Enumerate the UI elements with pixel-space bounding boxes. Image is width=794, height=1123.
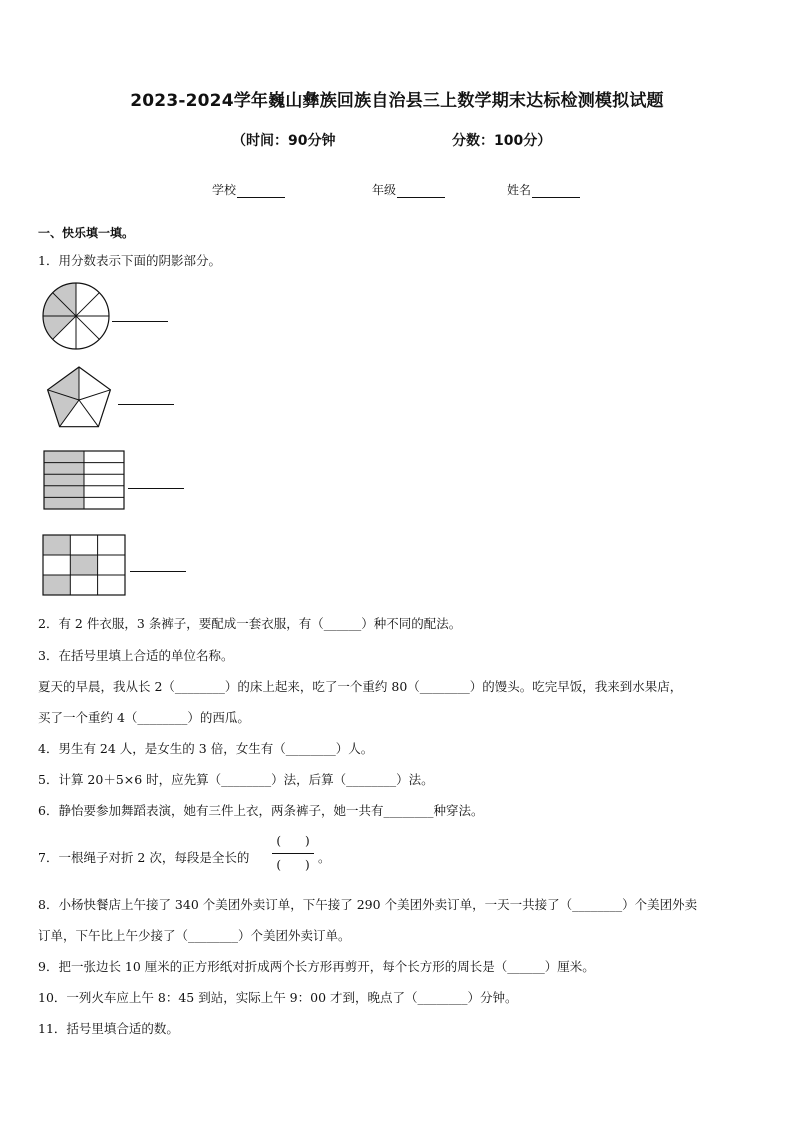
question-7 xyxy=(38,848,249,866)
name-label: 姓名 xyxy=(507,183,532,197)
question-9: 9．把一张边长 10 厘米的正方形纸对折成两个长方形再剪开，每个长方形的周长是（______）厘米。 xyxy=(38,959,595,974)
grade-blank[interactable] xyxy=(397,185,445,198)
question-7-text: 7．一根绳子对折 2 次，每段是全长的 xyxy=(38,850,250,865)
question-10: 10．一列火车应上午 8：45 到站，实际上午 9：00 才到，晚点了（________）分钟。 xyxy=(38,990,518,1005)
grid-shaded-cell xyxy=(43,535,70,555)
answer-line-pentagon[interactable] xyxy=(118,404,174,405)
grid-figure-2x5 xyxy=(43,450,125,510)
answer-line-grid-2[interactable] xyxy=(130,571,186,572)
score-label: 分数：100分） xyxy=(452,133,552,149)
name-blank[interactable] xyxy=(532,185,580,198)
school-blank[interactable] xyxy=(237,185,285,198)
grade-label: 年级 xyxy=(372,183,397,197)
question-6: 6．静怡要参加舞蹈表演，她有三件上衣，两条裤子，她一共有________种穿法。 xyxy=(38,803,484,818)
school-field xyxy=(212,181,285,198)
question-5: 5．计算 20＋5×6 时，应先算（________）法，后算（________）法。 xyxy=(38,772,434,787)
answer-line-grid-1[interactable] xyxy=(128,488,184,489)
grid-shaded-cell xyxy=(70,555,97,575)
grid-shaded-cell xyxy=(43,575,70,595)
fraction-bar xyxy=(272,853,314,854)
question-8-text-1: 8．小杨快餐店上午接了 340 个美团外卖订单，下午接了 290 个美团外卖订单，一天一共接了（________）个美团外卖 xyxy=(38,897,698,912)
name-field xyxy=(507,181,580,198)
section-title: 一、快乐填一填。 xyxy=(38,226,135,240)
answer-line-circle[interactable] xyxy=(112,321,168,322)
grid-shaded-column xyxy=(44,451,84,509)
pentagon-figure xyxy=(44,364,114,432)
circle-shaded-sector xyxy=(43,316,76,339)
question-3-text-2: 买了一个重约 4（________）的西瓜。 xyxy=(38,710,250,725)
school-label: 学校 xyxy=(212,183,237,197)
question-8-text-2: 订单，下午比上午少接了（________）个美团外卖订单。 xyxy=(38,928,351,943)
question-3-text-1: 夏天的早晨，我从长 2（________）的床上起来，吃了一个重约 80（________）的馒头。吃完早饭，我来到水果店， xyxy=(38,679,683,694)
question-3: 3．在括号里填上合适的单位名称。 xyxy=(38,648,234,663)
question-7-end: 。 xyxy=(318,850,331,865)
question-1: 1．用分数表示下面的阴影部分。 xyxy=(38,253,221,268)
grade-field xyxy=(372,181,445,198)
exam-title: 2023-2024学年巍山彝族回族自治县三上数学期末达标检测模拟试题 xyxy=(130,91,664,111)
question-2: 2．有 2 件衣服，3 条裤子，要配成一套衣服，有（______）种不同的配法。 xyxy=(38,616,462,631)
grid-figure-3x3 xyxy=(42,534,126,596)
fraction-numerator[interactable]: ( ) xyxy=(276,834,310,848)
question-11: 11．括号里填合适的数。 xyxy=(38,1021,179,1036)
circle-figure xyxy=(40,280,112,352)
question-4: 4．男生有 24 人，是女生的 3 倍，女生有（________）人。 xyxy=(38,741,374,756)
fraction-denominator[interactable]: ( ) xyxy=(276,858,310,872)
time-label: （时间：90分钟 xyxy=(232,133,336,149)
